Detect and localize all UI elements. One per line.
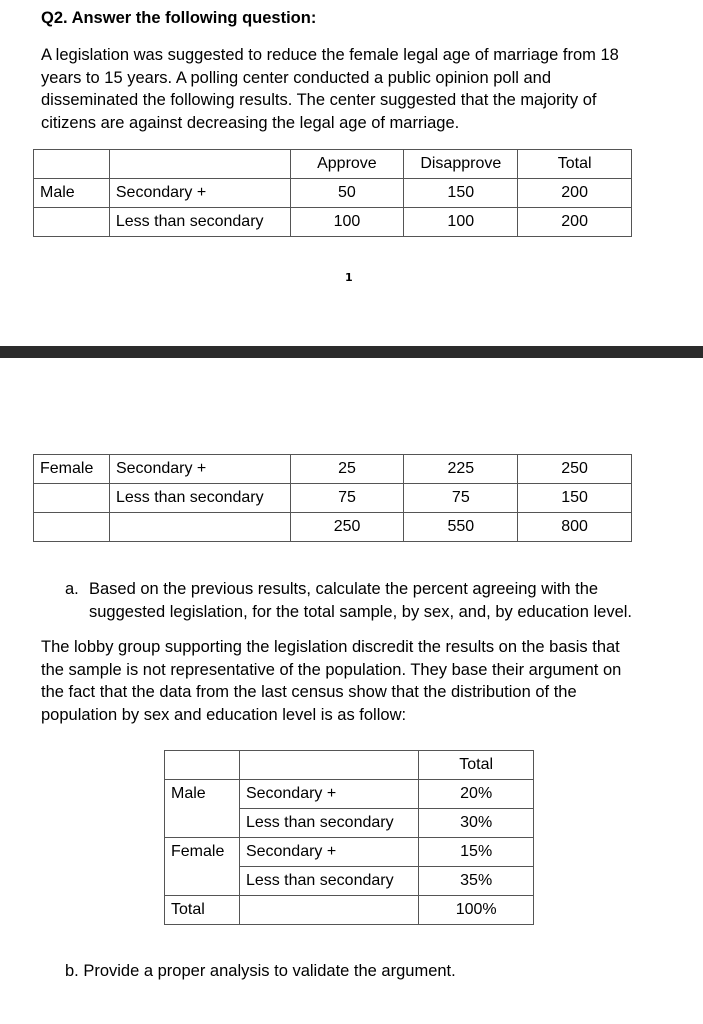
table-header-row	[34, 150, 632, 179]
intro-line: A legislation was suggested to reduce the female legal age of marriage from 18	[41, 46, 619, 64]
grand-total-disapprove: 550	[404, 513, 518, 542]
intro-paragraph	[41, 44, 661, 134]
total-label: Total	[165, 896, 240, 925]
header-disapprove: Disapprove	[404, 150, 518, 179]
total-value: 250	[518, 455, 632, 484]
census-table	[164, 750, 534, 925]
disapprove-value: 75	[404, 484, 518, 513]
disapprove-value: 150	[404, 179, 518, 208]
education-label: Secondary +	[239, 780, 418, 809]
grand-total-row	[34, 513, 632, 542]
table-row	[165, 809, 534, 838]
empty-cell	[109, 150, 290, 179]
disapprove-value: 100	[404, 208, 518, 237]
empty-cell	[165, 751, 240, 780]
intro-line: years to 15 years. A polling center conducted a public opinion poll and	[41, 68, 552, 87]
question-title: Q2. Answer the following question:	[41, 9, 317, 27]
total-value: 200	[518, 179, 632, 208]
table-row	[34, 179, 632, 208]
empty-cell	[34, 484, 110, 513]
poll-table-male	[33, 149, 632, 237]
question-item-b: b. Provide a proper analysis to validate the argument.	[65, 962, 456, 980]
approve-value: 25	[290, 455, 404, 484]
total-value: 200	[518, 208, 632, 237]
intro-line: disseminated the following results. The center suggested that the majority of	[41, 91, 597, 109]
lobby-line: population by sex and education level is as follow:	[41, 705, 407, 724]
percent-value: 20%	[419, 780, 534, 809]
education-label: Secondary +	[109, 455, 290, 484]
grand-total: 800	[518, 513, 632, 542]
table-row	[34, 208, 632, 237]
item-marker: a.	[65, 580, 79, 598]
approve-value: 100	[290, 208, 404, 237]
page-break-divider	[0, 346, 703, 358]
education-label: Less than secondary	[109, 208, 290, 237]
header-total: Total	[518, 150, 632, 179]
education-label: Less than secondary	[239, 809, 418, 838]
percent-value: 15%	[419, 838, 534, 867]
approve-value: 75	[290, 484, 404, 513]
table-row	[34, 484, 632, 513]
education-label: Less than secondary	[239, 867, 418, 896]
empty-cell	[109, 513, 290, 542]
header-approve: Approve	[290, 150, 404, 179]
sex-label: Female	[165, 838, 240, 867]
education-label: Secondary +	[239, 838, 418, 867]
table-row	[165, 867, 534, 896]
total-row	[165, 896, 534, 925]
empty-cell	[239, 751, 418, 780]
intro-line: citizens are against decreasing the legal age of marriage.	[41, 113, 460, 132]
total-value: 150	[518, 484, 632, 513]
sex-label	[165, 867, 240, 896]
item-a-line: suggested legislation, for the total sample, by sex, and, by education level.	[89, 602, 632, 621]
poll-table-female	[33, 454, 632, 542]
sex-label	[165, 809, 240, 838]
education-label: Secondary +	[109, 179, 290, 208]
education-label: Less than secondary	[109, 484, 290, 513]
page-number: 1	[345, 271, 353, 284]
lobby-line: The lobby group supporting the legislation discredit the results on the basis that	[41, 638, 620, 656]
disapprove-value: 225	[404, 455, 518, 484]
empty-cell	[34, 513, 110, 542]
item-a-line: Based on the previous results, calculate the percent agreeing with the	[89, 580, 599, 598]
percent-value: 35%	[419, 867, 534, 896]
empty-cell	[34, 208, 110, 237]
approve-value: 50	[290, 179, 404, 208]
table-row	[34, 455, 632, 484]
total-percent: 100%	[419, 896, 534, 925]
sex-label: Male	[165, 780, 240, 809]
table-row	[165, 780, 534, 809]
sex-label: Female	[34, 455, 110, 484]
header-total: Total	[419, 751, 534, 780]
lobby-paragraph	[41, 636, 661, 726]
table-header-row	[165, 751, 534, 780]
empty-cell	[239, 896, 418, 925]
sex-label: Male	[34, 179, 110, 208]
table-row	[165, 838, 534, 867]
grand-total-approve: 250	[290, 513, 404, 542]
empty-cell	[34, 150, 110, 179]
percent-value: 30%	[419, 809, 534, 838]
question-item-a	[65, 578, 632, 621]
lobby-line: the sample is not representative of the population. They base their argument on	[41, 660, 622, 679]
lobby-line: the fact that the data from the last census show that the distribution of the	[41, 683, 577, 701]
